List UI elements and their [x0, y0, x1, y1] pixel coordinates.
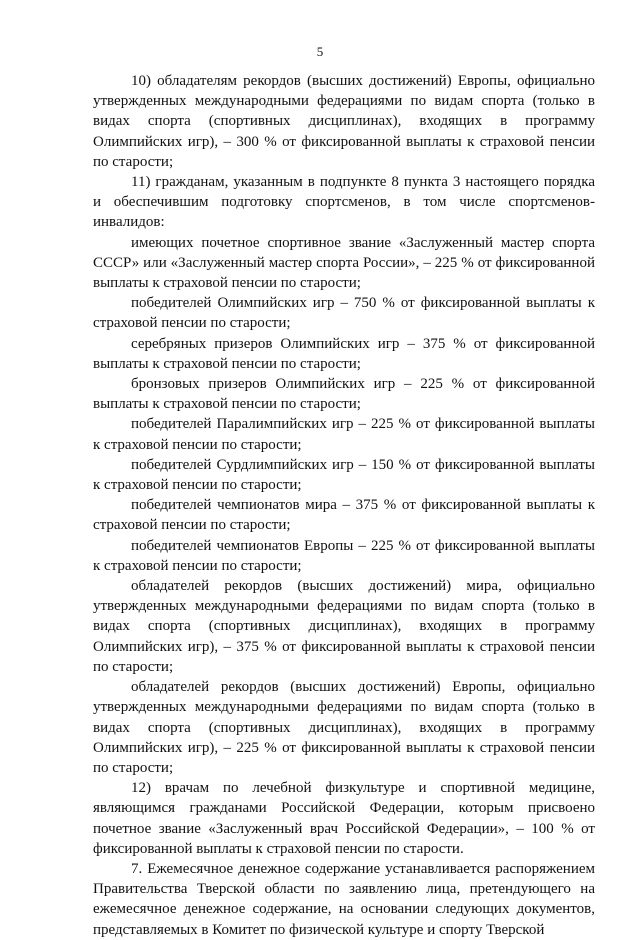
paragraph-deaflympic-winners: победителей Сурдлимпийских игр – 150 % от фиксированной выплаты к страховой пенсии по старости; — [93, 456, 595, 494]
paragraph-section-7: 7. Ежемесячное денежное содержание устанавливается распоряжением Правительства Тверской области по заявлению лица, претендующего на ежемесячное денежное содержание, на основании следующих документов, представляемых в Комитет по физической культуре и спорту Тверской — [93, 860, 595, 938]
paragraph-world-records: обладателей рекордов (высших достижений) мира, официально утвержденных международными федерациями по видам спорта (только в видах спорта (спортивных дисциплинах), входящих в программу Олимпийских игр), – 375 % от фиксированной выплаты к страховой пенсии по старости; — [93, 578, 595, 675]
paragraph-world-champions: победителей чемпионатов мира – 375 % от фиксированной выплаты к страховой пенсии по старости; — [93, 497, 595, 534]
page-number: 5 — [316, 44, 324, 59]
paragraph-european-champions: победителей чемпионатов Европы – 225 % от фиксированной выплаты к страховой пенсии по старости; — [93, 537, 595, 574]
paragraph-paralympic-winners: победителей Паралимпийских игр – 225 % от фиксированной выплаты к страховой пенсии по старости; — [93, 416, 595, 453]
paragraph-olympic-bronze: бронзовых призеров Олимпийских игр – 225 % от фиксированной выплаты к страховой пенсии по старости; — [93, 376, 595, 413]
document-body — [93, 71, 595, 940]
paragraph-olympic-winners: победителей Олимпийских игр – 750 % от фиксированной выплаты к страховой пенсии по старости; — [93, 295, 595, 332]
paragraph-item-12: 12) врачам по лечебной физкультуре и спортивной медицине, являющимся гражданами Российской Федерации, которым присвоено почетное звание «Заслуженный врач Российской Федерации», – 100 % от фиксированной выплаты к страховой пенсии по старости. — [93, 780, 595, 857]
paragraph-olympic-silver: серебряных призеров Олимпийских игр – 375 % от фиксированной выплаты к страховой пенсии по старости; — [93, 335, 595, 372]
paragraph-item-11: 11) гражданам, указанным в подпункте 8 пункта 3 настоящего порядка и обеспечившим подготовку спортсменов, в том числе спортсменов-инвалидов: — [93, 174, 595, 231]
paragraph-european-records: обладателей рекордов (высших достижений) Европы, официально утвержденных международными федерациями по видам спорта (только в видах спорта (спортивных дисциплинах), входящих в программу Олимпийских игр), – 225 % от фиксированной выплаты к страховой пенсии по старости; — [93, 679, 595, 776]
paragraph-item-10: 10) обладателям рекордов (высших достижений) Европы, официально утвержденных международными федерациями по видам спорта (только в видах спорта (спортивных дисциплинах), входящих в программу Олимпийских игр), – 300 % от фиксированной выплаты к страховой пенсии по старости; — [93, 73, 595, 170]
paragraph-honored-master: имеющих почетное спортивное звание «Заслуженный мастер спорта СССР» или «Заслуженный мастер спорта России», – 225 % от фиксированной выплаты к страховой пенсии по старости; — [93, 234, 595, 292]
